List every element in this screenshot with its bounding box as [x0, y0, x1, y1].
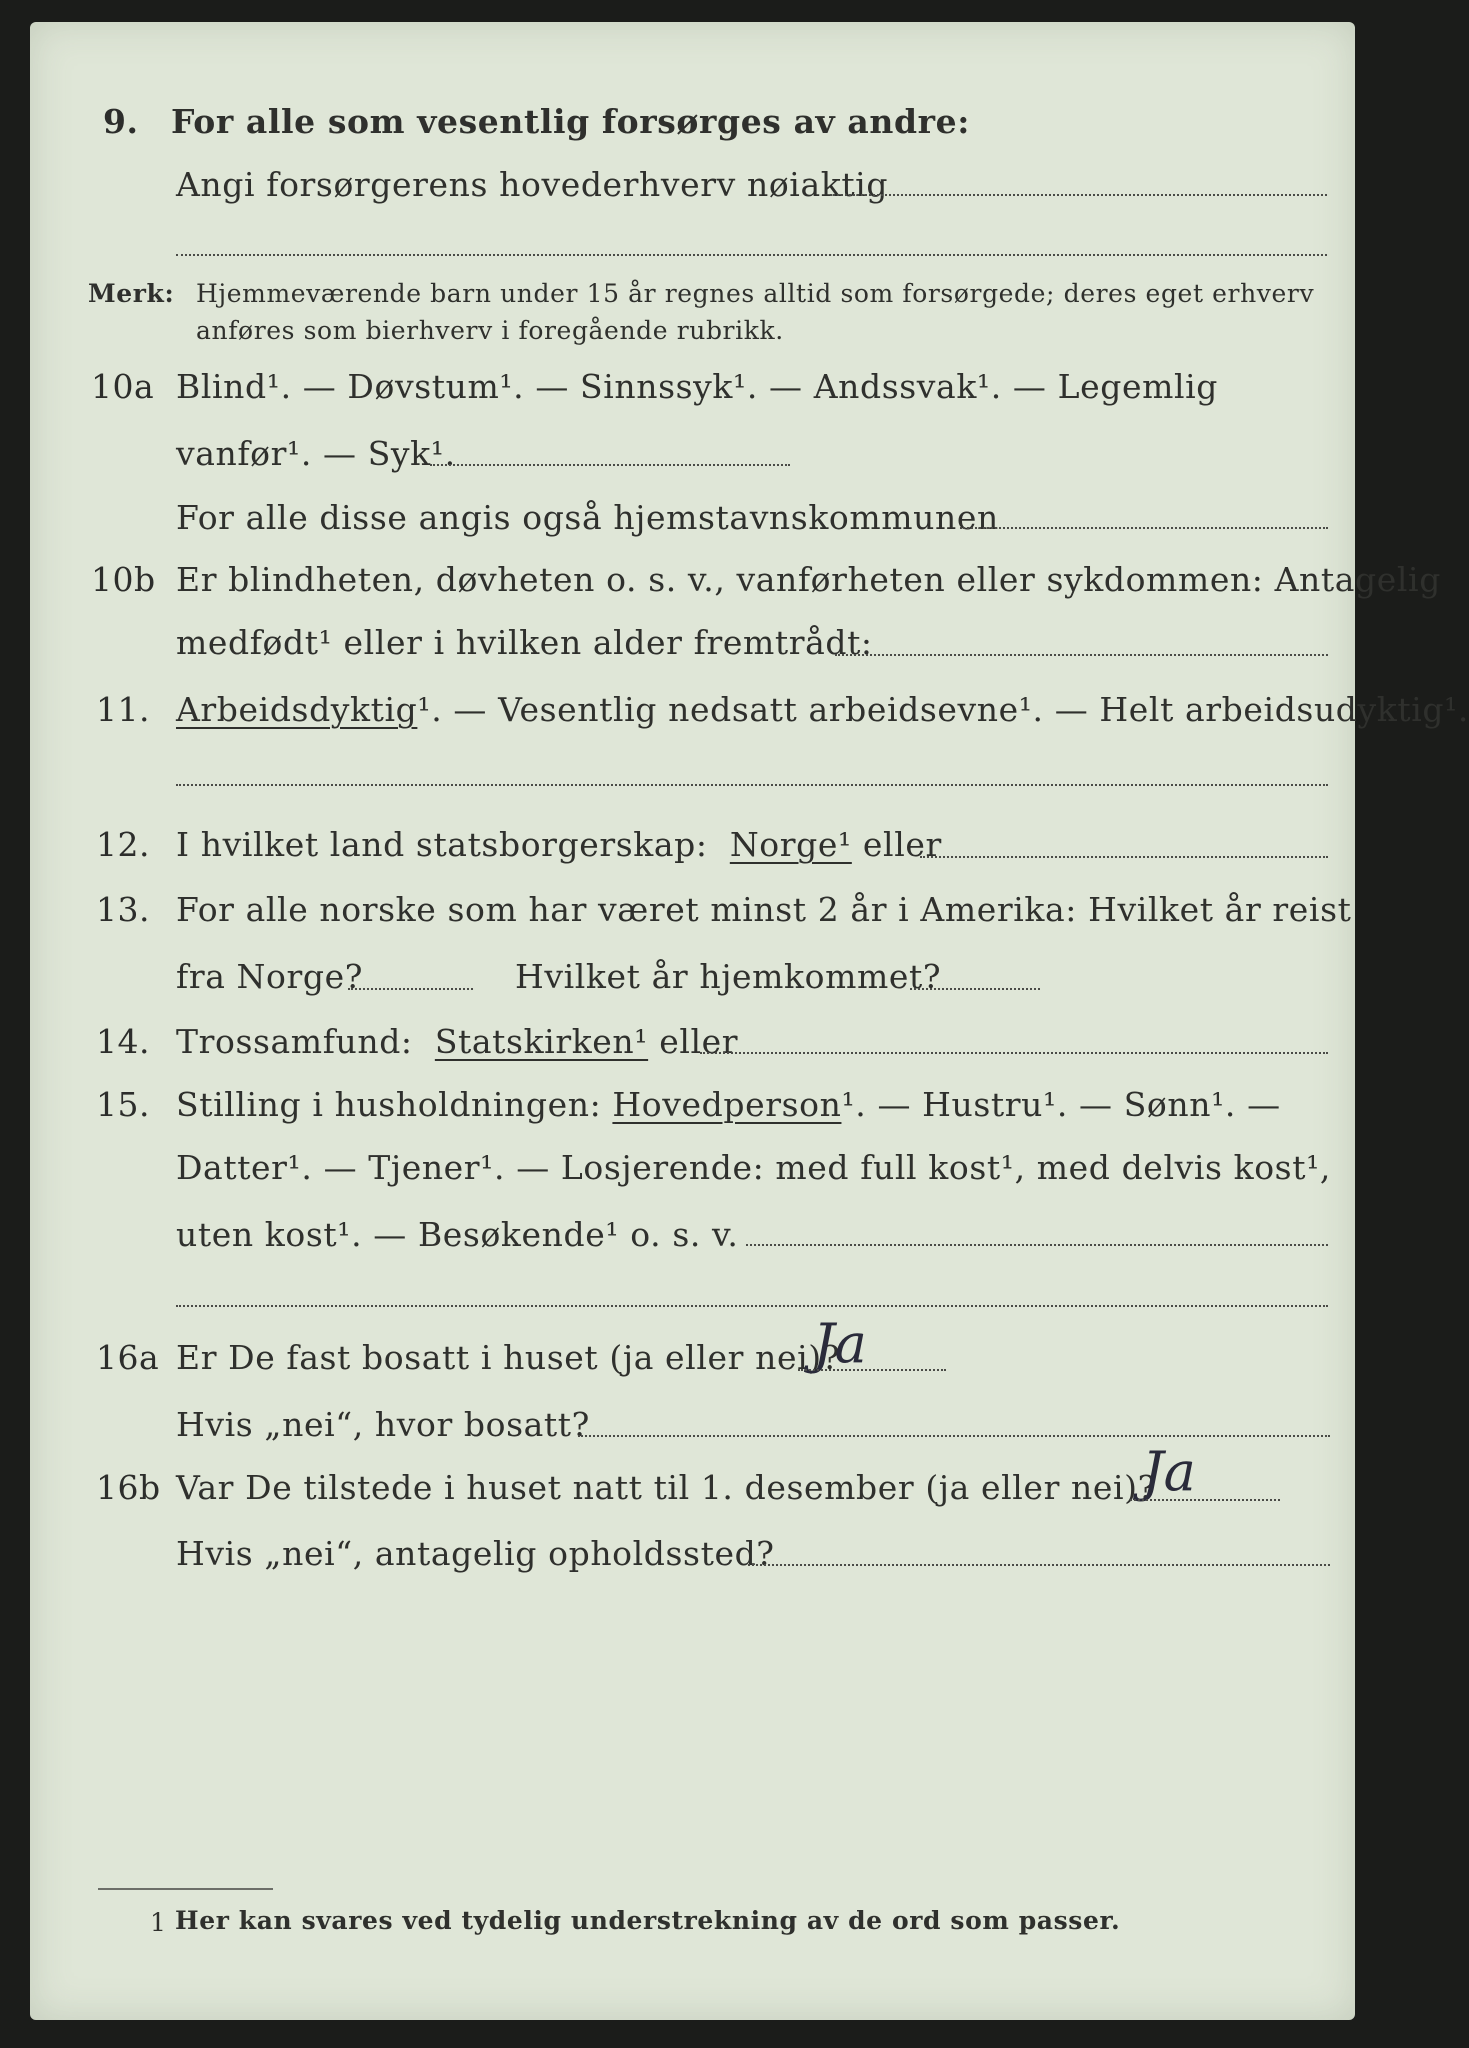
- q12-answer-line: [920, 856, 1328, 858]
- q16b-line1: Var De tilstede i huset natt til 1. desember (ja eller nei)?: [176, 1468, 1156, 1507]
- q15-option-hovedperson[interactable]: Hovedperson: [612, 1085, 842, 1124]
- q13-hjemkommet-line: [910, 988, 1040, 990]
- q16a-line1: Er De fast bosatt i huset (ja eller nei)?: [176, 1338, 840, 1377]
- q13-line2a: fra Norge?: [176, 957, 364, 996]
- q10b-number: 10b: [91, 560, 156, 599]
- merk-line2: anføres som bierhverv i foregående rubrikk.: [196, 316, 784, 345]
- q14-answer-line: [700, 1052, 1328, 1054]
- merk-label: Merk:: [88, 279, 175, 308]
- q15-line2: Datter¹. — Tjener¹. — Losjerende: med full kost¹, med delvis kost¹,: [176, 1148, 1331, 1187]
- q14-text: [176, 1022, 738, 1061]
- q15-number: 15.: [96, 1085, 150, 1124]
- q10a-answer-line: [430, 464, 790, 466]
- q10b-line1: Er blindheten, døvheten o. s. v., vanførheten eller sykdommen: Antagelig: [176, 560, 1441, 599]
- footnote-text: Her kan svares ved tydelig understrekning av de ord som passer.: [175, 1906, 1121, 1935]
- q10a-line3: For alle disse angis også hjemstavnskommunen: [176, 498, 999, 537]
- q9-line1: For alle som vesentlig forsørges av andre:: [171, 102, 971, 141]
- q16a-handwritten-answer: Ja: [813, 1312, 867, 1375]
- q11-answer-line: [176, 784, 1328, 786]
- q9-answer-line: [830, 194, 1327, 196]
- q11-text: [176, 690, 1469, 729]
- footnote-mark: 1: [150, 1908, 167, 1937]
- q10a-home-line: [960, 527, 1328, 529]
- q13-reist-line: [348, 988, 473, 990]
- q10b-line2: medfødt¹ eller i hvilken alder fremtrådt:: [176, 623, 873, 662]
- merk-line1: Hjemmeværende barn under 15 år regnes alltid som forsørgede; deres eget erhverv: [196, 279, 1315, 308]
- q16b-answer-line: [1130, 1499, 1280, 1501]
- q16b-opholdssted-line: [748, 1564, 1330, 1566]
- q11-rest: ¹. — Vesentlig nedsatt arbeidsevne¹. — Helt arbeidsudyktig¹.: [417, 690, 1469, 729]
- q14-option-statskirken[interactable]: Statskirken¹: [434, 1022, 649, 1061]
- q14-suffix: eller: [659, 1022, 739, 1061]
- census-form-page: [30, 22, 1469, 2020]
- q9-number: 9.: [103, 102, 139, 141]
- q16b-line2: Hvis „nei“, antagelig opholdssted?: [176, 1534, 775, 1573]
- q9-line2: Angi forsørgerens hovederhverv nøiaktig: [176, 165, 889, 204]
- q15-answer-line: [746, 1244, 1328, 1246]
- q16b-number: 16b: [96, 1468, 161, 1507]
- q9-answer-line-2: [176, 254, 1327, 256]
- q15-line1-rest: ¹. — Hustru¹. — Sønn¹. —: [841, 1085, 1281, 1124]
- q10a-line1: Blind¹. — Døvstum¹. — Sinnssyk¹. — Andssvak¹. — Legemlig: [176, 367, 1219, 406]
- q15-prefix: Stilling i husholdningen:: [176, 1085, 602, 1124]
- q11-option-arbeidsdyktig[interactable]: Arbeidsdyktig: [176, 690, 418, 729]
- q15-line1: [176, 1085, 1281, 1124]
- q15-answer-line-2: [176, 1305, 1328, 1307]
- q16b-handwritten-answer: Ja: [1142, 1440, 1196, 1503]
- q13-line1: For alle norske som har været minst 2 år i Amerika: Hvilket år reist: [176, 890, 1352, 929]
- q13-line2b: Hvilket år hjemkommet?: [515, 957, 942, 996]
- q12-prefix: I hvilket land statsborgerskap:: [176, 825, 708, 864]
- q15-line3: uten kost¹. — Besøkende¹ o. s. v.: [176, 1215, 739, 1254]
- q16a-line2: Hvis „nei“, hvor bosatt?: [176, 1405, 590, 1444]
- q10b-answer-line: [835, 654, 1328, 656]
- q13-number: 13.: [96, 890, 150, 929]
- q12-option-norge[interactable]: Norge¹: [729, 825, 852, 864]
- q10a-line2: vanfør¹. — Syk¹.: [176, 434, 456, 473]
- q14-prefix: Trossamfund:: [176, 1022, 413, 1061]
- footnote-rule: [98, 1888, 273, 1890]
- q14-number: 14.: [96, 1022, 150, 1061]
- q16a-bosatt-line: [578, 1435, 1330, 1437]
- q12-text: [176, 825, 942, 864]
- q16a-answer-line: [798, 1369, 946, 1371]
- q16a-number: 16a: [96, 1338, 160, 1377]
- q12-number: 12.: [96, 825, 150, 864]
- q11-number: 11.: [96, 690, 150, 729]
- q10a-number: 10a: [91, 367, 155, 406]
- q12-suffix: eller: [862, 825, 942, 864]
